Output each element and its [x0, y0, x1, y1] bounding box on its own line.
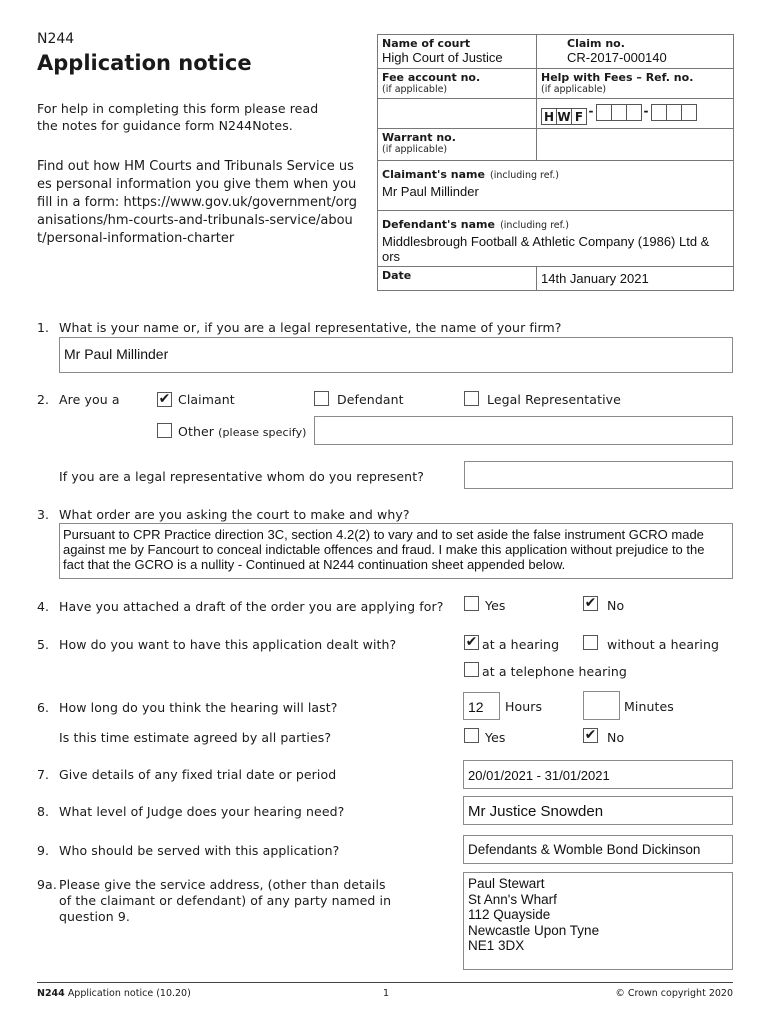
help-text: For help in completing this form please read the notes for guidance form N244Notes.	[37, 101, 319, 133]
q5-text: How do you want to have this application dealt with?	[59, 637, 397, 652]
q6-text: How long do you think the hearing will last?	[59, 700, 338, 715]
footer-form: N244 Application notice (10.20)	[37, 988, 191, 999]
q7-text: Give details of any fixed trial date or period	[59, 767, 337, 782]
warrant-label: Warrant no.	[382, 131, 456, 144]
claimant-label: Claimant	[178, 392, 235, 407]
claim-label: Claim no.	[567, 37, 625, 50]
q4-yes-checkbox[interactable]	[464, 596, 479, 611]
warrant-field[interactable]	[537, 129, 734, 161]
claimant-checkbox[interactable]: ✔	[158, 391, 171, 407]
claim-field[interactable]: CR-2017-000140	[567, 50, 667, 65]
q9-number: 9.	[37, 843, 50, 858]
q2-text: Are you a	[59, 392, 120, 407]
q4-text: Have you attached a draft of the order you are applying for?	[59, 599, 444, 614]
form-code: N244	[37, 31, 75, 47]
q9a-text: Please give the service address, (other than details of the claimant or defendant) of any party named in question 9.	[59, 877, 392, 924]
address-line: Newcastle Upon Tyne	[468, 922, 600, 938]
telephone-hearing-checkbox[interactable]	[464, 662, 479, 677]
q9a-number: 9a.	[37, 877, 57, 892]
hearing-checkbox[interactable]: ✔	[465, 634, 478, 650]
q3-order-field[interactable]: Pursuant to CPR Practice direction 3C, section 4.2(2) to vary and to set aside the false instrument GCRO made against me by Fancourt to conceal indictable offences and fraud. I make this application without prejudice to the fact that the GCRO is a nullity - Continued at N244 continuation sheet appended below.	[59, 523, 733, 579]
other-specify-field[interactable]	[314, 416, 733, 445]
fee-sub: (if applicable)	[382, 84, 448, 95]
without-hearing-checkbox[interactable]	[583, 635, 598, 650]
q4-yes-label: Yes	[485, 598, 506, 613]
represent-text: If you are a legal representative whom do you represent?	[59, 469, 424, 484]
minutes-field[interactable]	[583, 691, 620, 720]
hours-field[interactable]: 12	[463, 692, 500, 720]
other-checkbox[interactable]	[157, 423, 172, 438]
legal-rep-label: Legal Representative	[487, 392, 621, 407]
q3-text: What order are you asking the court to make and why?	[59, 507, 410, 522]
date-label: Date	[382, 269, 412, 282]
header-table	[377, 34, 734, 291]
represent-field[interactable]	[464, 461, 733, 489]
q4-number: 4.	[37, 599, 50, 614]
hwf-letter: W	[557, 110, 571, 124]
address-line: 112 Quayside	[468, 907, 551, 922]
copyright: © Crown copyright 2020	[615, 988, 733, 999]
page-number: 1	[383, 988, 390, 999]
minutes-label: Minutes	[624, 699, 674, 714]
q4-no-checkbox[interactable]: ✔	[584, 595, 597, 611]
defendant-label: Defendant's name	[382, 218, 495, 231]
served-party-field[interactable]: Defendants & Womble Bond Dickinson	[463, 835, 733, 864]
service-address-field[interactable]	[463, 872, 733, 970]
q6-number: 6.	[37, 700, 50, 715]
defendant-field[interactable]: Middlesbrough Football & Athletic Company (1986) Ltd & ors	[382, 234, 710, 264]
claimant-label: Claimant's name	[382, 168, 485, 181]
q4-no-label: No	[607, 598, 625, 613]
legal-rep-checkbox[interactable]	[464, 391, 479, 406]
address-line: Paul Stewart	[468, 876, 545, 891]
address-line: NE1 3DX	[468, 938, 525, 953]
court-label: Name of court	[382, 37, 471, 50]
agreed-text: Is this time estimate agreed by all parties?	[59, 730, 332, 745]
hearing-label: at a hearing	[482, 637, 560, 652]
date-field[interactable]: 14th January 2021	[541, 271, 649, 286]
q1-name-field[interactable]: Mr Paul Millinder	[59, 337, 733, 373]
trial-date-field[interactable]: 20/01/2021 - 31/01/2021	[463, 760, 733, 789]
defendant-label: Defendant	[337, 392, 404, 407]
fee-field[interactable]	[378, 99, 537, 129]
q3-number: 3.	[37, 507, 50, 522]
fee-label: Fee account no.	[382, 71, 481, 84]
q7-number: 7.	[37, 767, 50, 782]
defendant-checkbox[interactable]	[314, 391, 329, 406]
q1-text: What is your name or, if you are a legal representative, the name of your firm?	[59, 320, 562, 335]
q8-text: What level of Judge does your hearing need?	[59, 804, 345, 819]
privacy-text: Find out how HM Courts and Tribunals Service uses personal information you give them when you fill in a form: https://www.gov.uk/government/organisations/hm-courts-and-tribunals-service/about/personal-information-charter	[37, 159, 358, 246]
agreed-yes-checkbox[interactable]	[464, 728, 479, 743]
footer-divider	[37, 982, 733, 983]
agreed-yes-label: Yes	[485, 730, 506, 745]
claimant-sub: (including ref.)	[490, 170, 559, 181]
page-title: Application notice	[37, 51, 252, 75]
warrant-sub: (if applicable)	[382, 144, 448, 155]
claimant-field[interactable]: Mr Paul Millinder	[382, 184, 479, 199]
without-hearing-label: without a hearing	[607, 637, 720, 652]
hours-label: Hours	[505, 699, 543, 714]
hwf-sub: (if applicable)	[541, 84, 607, 95]
q2-number: 2.	[37, 392, 50, 407]
hwf-field[interactable]: H W F - -	[541, 104, 729, 125]
other-label: Other (please specify)	[178, 424, 307, 439]
judge-level-field[interactable]: Mr Justice Snowden	[463, 796, 733, 825]
defendant-sub: (including ref.)	[500, 220, 569, 231]
q9-text: Who should be served with this application?	[59, 843, 340, 858]
hwf-label: Help with Fees – Ref. no.	[541, 71, 694, 84]
court-field[interactable]: High Court of Justice	[382, 50, 503, 65]
q8-number: 8.	[37, 804, 50, 819]
agreed-no-checkbox[interactable]: ✔	[584, 727, 597, 743]
hwf-letter: F	[571, 108, 587, 125]
q1-number: 1.	[37, 320, 50, 335]
hwf-letter: H	[541, 108, 557, 125]
telephone-hearing-label: at a telephone hearing	[482, 664, 627, 679]
q5-number: 5.	[37, 637, 50, 652]
agreed-no-label: No	[607, 730, 625, 745]
address-line: St Ann's Wharf	[468, 891, 557, 907]
